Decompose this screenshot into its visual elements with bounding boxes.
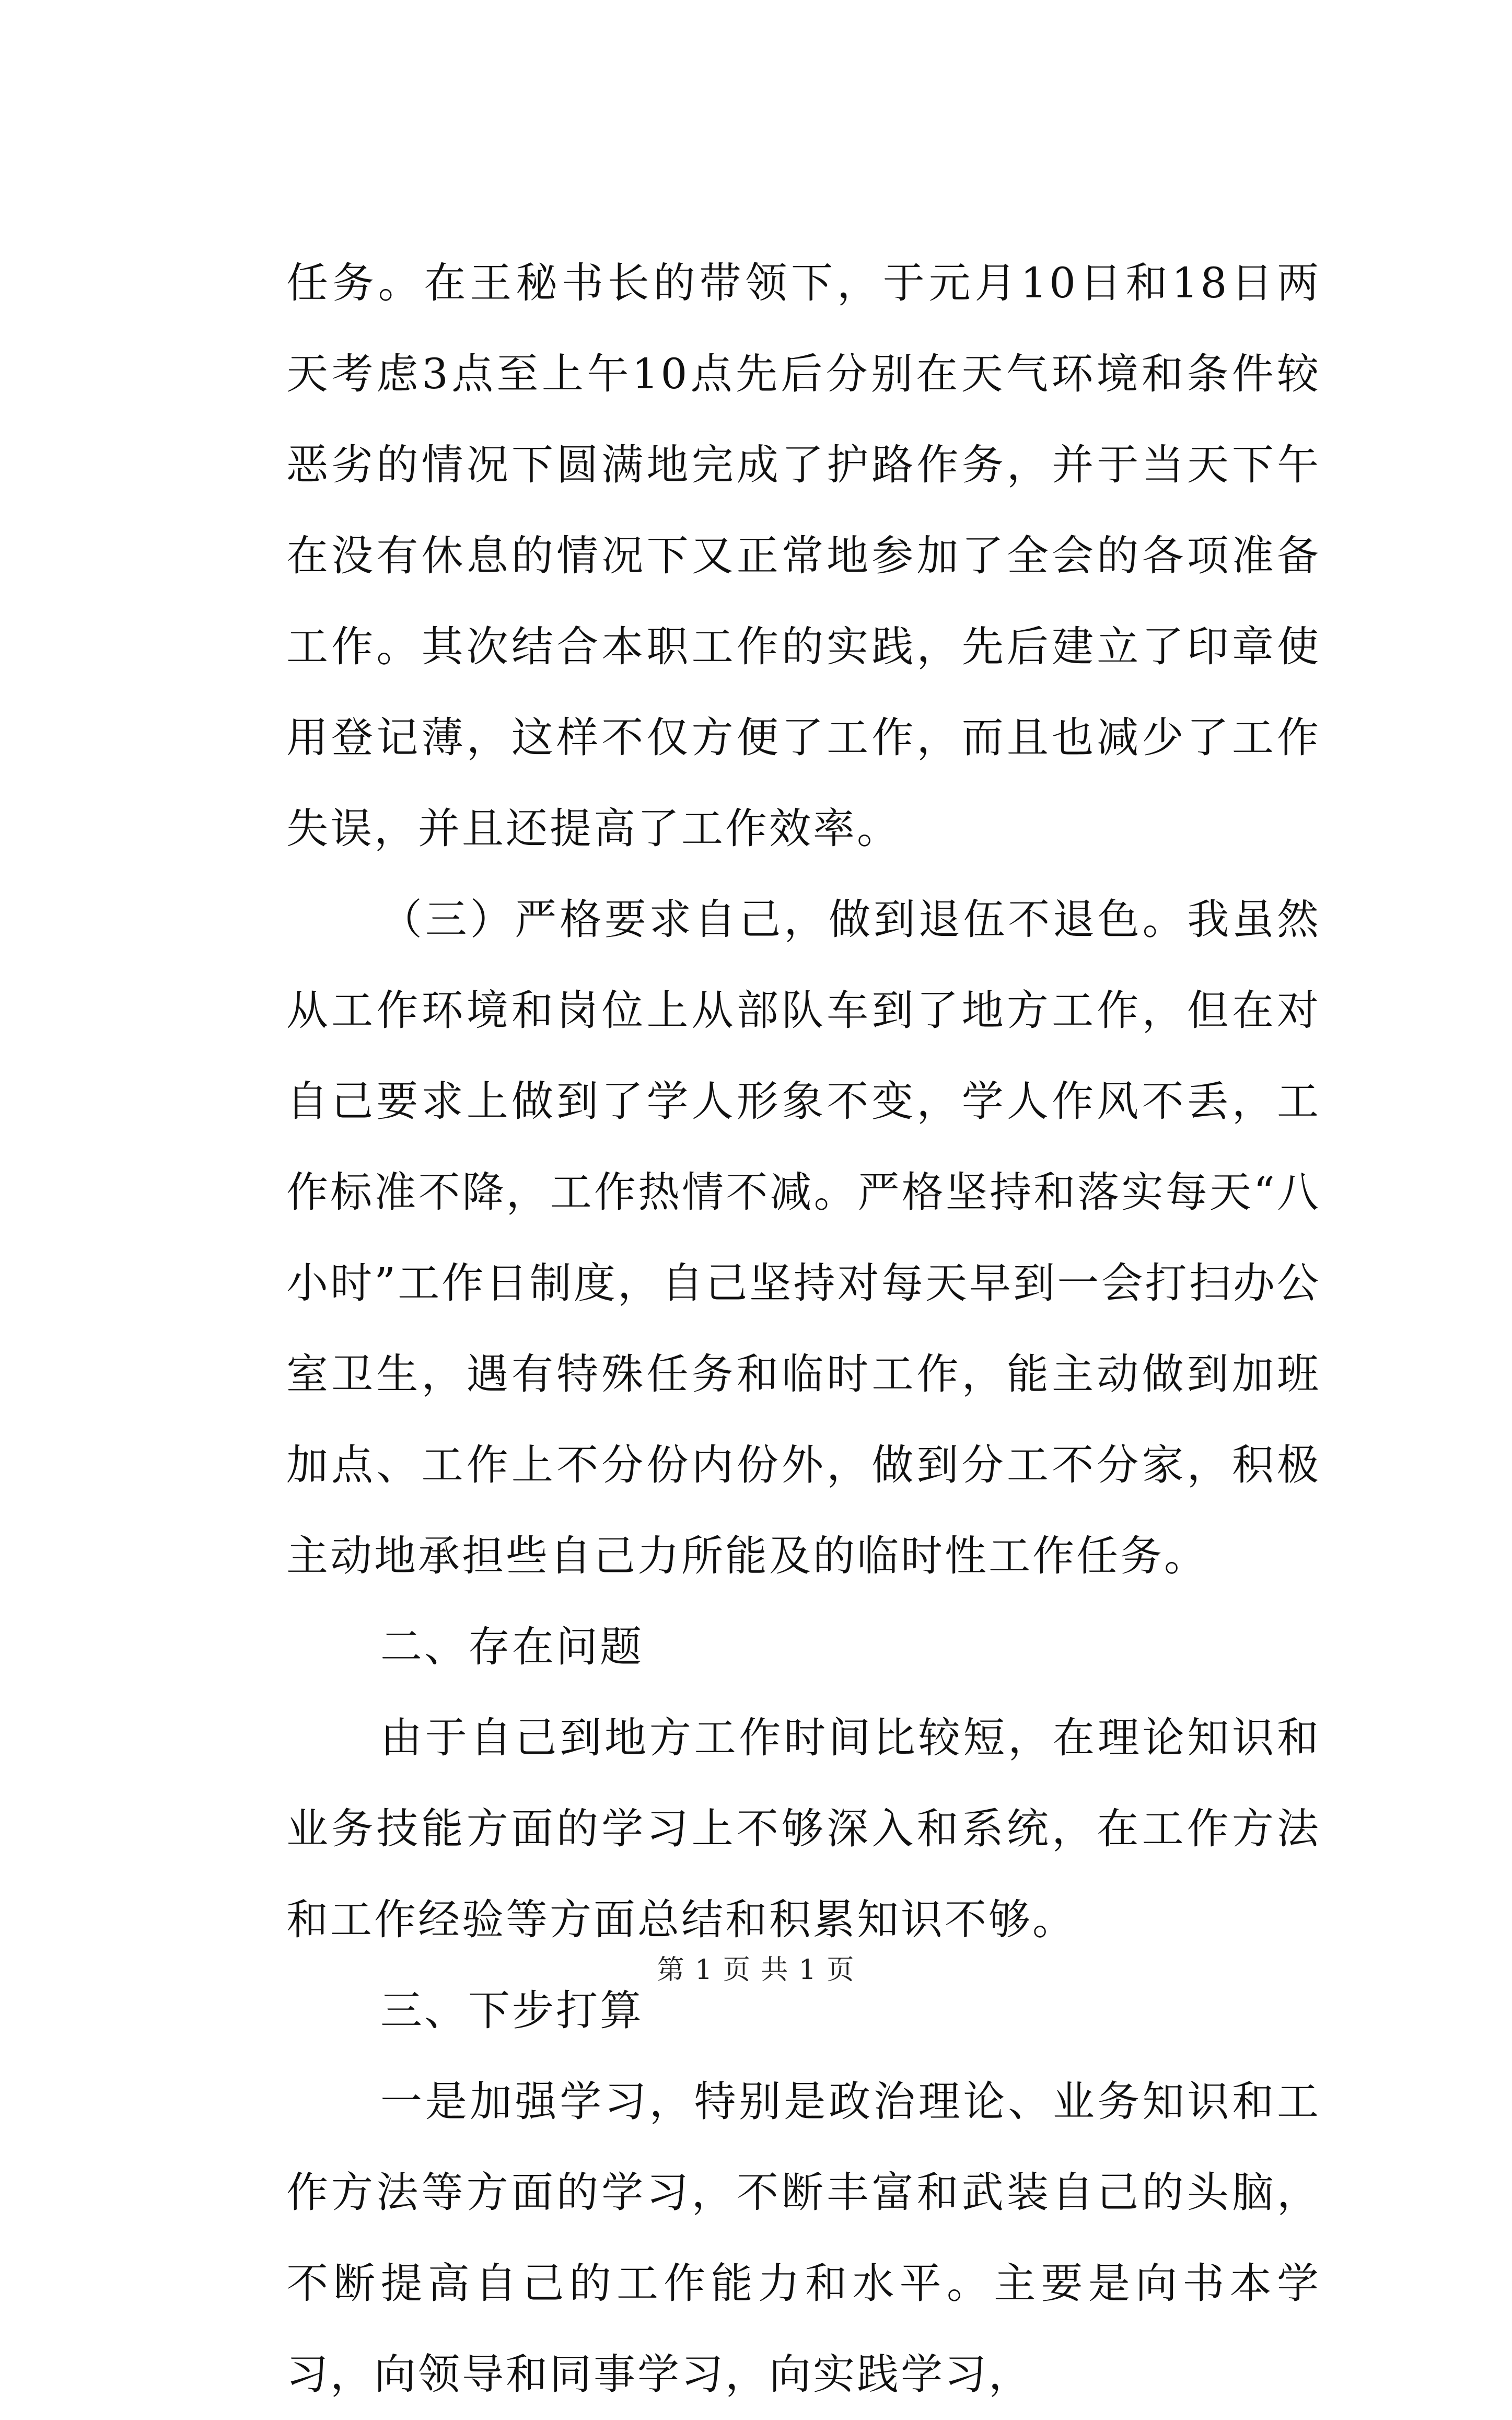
paragraph-problems: 由于自己到地方工作时间比较短，在理论知识和业务技能方面的学习上不够深入和系统，在工作方法和工作经验等方面总结和积累知识不够。 [286,1713,1321,1944]
page-footer: 第 1 页 共 1 页 [657,1954,855,1986]
section-heading-next-steps: 三、下步打算 [380,1986,644,2035]
section-heading-problems: 二、存在问题 [380,1623,644,1671]
paragraph-work-duties: 任务。在王秘书长的带领下，于元月10日和18日两天考虑3点至上午10点先后分别在天气环境和条件较恶劣的情况下圆满地完成了护路作务，并于当天下午在没有休息的情况下又正常地参加了全会的各项准备工作。其次结合本职工作的实践，先后建立了印章使用登记薄，这样不仅方便了工作，而且也减少了工作失误，并且还提高了工作效率。 [286,259,1321,853]
paragraph-next-steps: 一是加强学习，特别是政治理论、业务知识和工作方法等方面的学习，不断丰富和武装自己的头脑，不断提高自己的工作能力和水平。主要是向书本学习，向领导和同事学习，向实践学习， [286,2077,1321,2399]
paragraph-strict-requirements: （三）严格要求自己，做到退伍不退色。我虽然从工作环境和岗位上从部队车到了地方工作，但在对自己要求上做到了学人形象不变，学人作风不丢，工作标准不降，工作热情不减。严格坚持和落实每天“八小时”工作日制度，自己坚持对每天早到一会打扫办公室卫生，遇有特殊任务和临时工作，能主动做到加班加点、工作上不分份内份外，做到分工不分家，积极主动地承担些自己力所能及的临时性工作任务。 [286,895,1321,1580]
document-body [286,238,1321,2420]
